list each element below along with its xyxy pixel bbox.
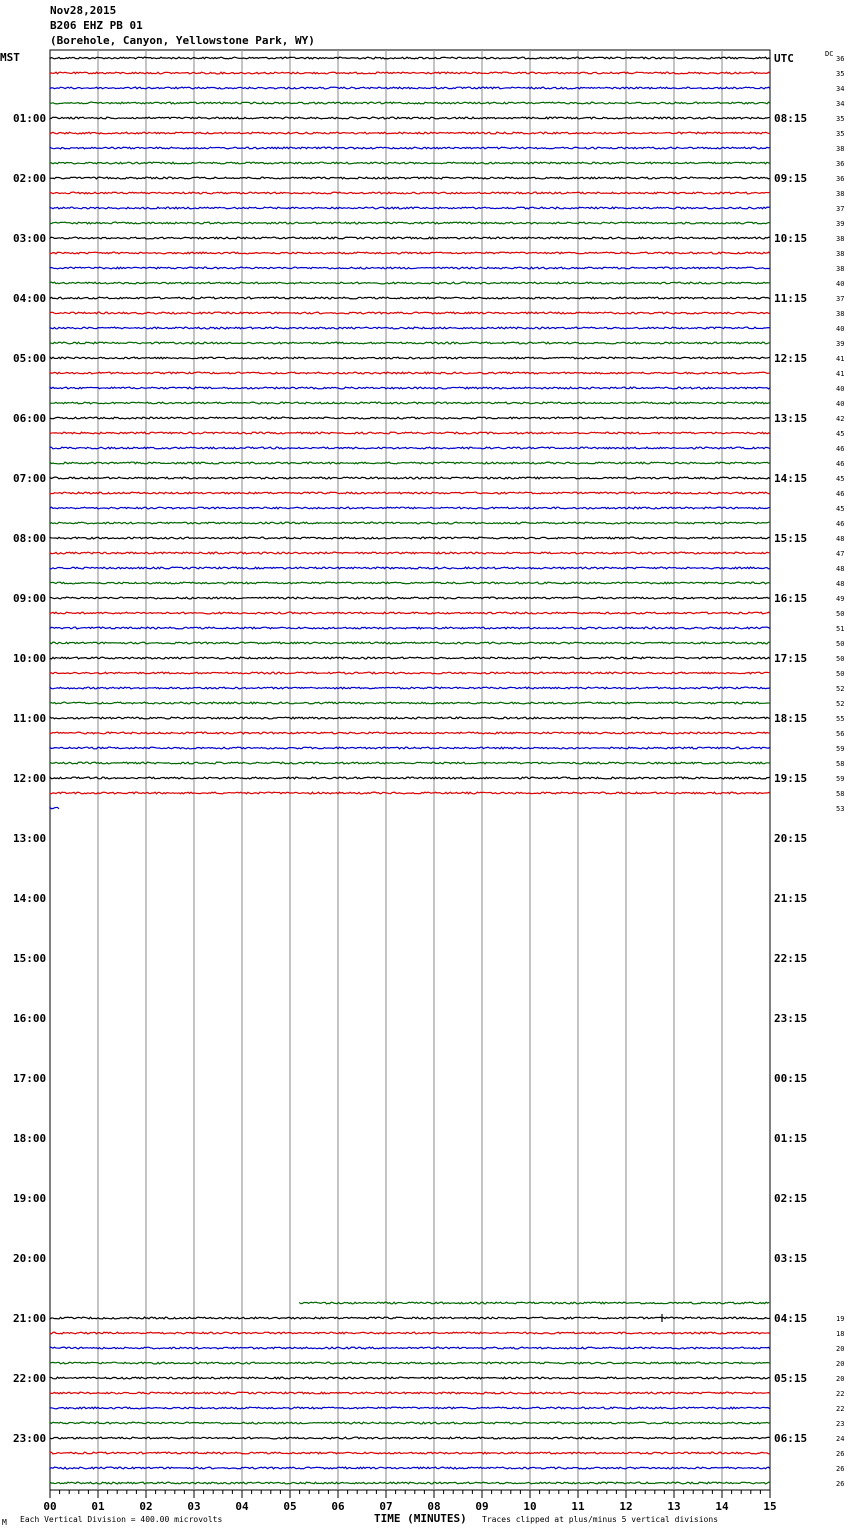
seismic-trace bbox=[50, 582, 770, 584]
x-tick-label: 00 bbox=[43, 1500, 57, 1513]
seismic-trace bbox=[50, 192, 770, 194]
mst-hour-label: 11:00 bbox=[13, 712, 47, 725]
dc-offset-value: 20 bbox=[836, 1360, 845, 1368]
utc-hour-label: 18:15 bbox=[774, 712, 808, 725]
dc-offset-value: 40 bbox=[836, 280, 845, 288]
seismic-trace bbox=[50, 267, 770, 269]
dc-offset-value: 41 bbox=[836, 355, 845, 363]
x-tick-label: 13 bbox=[667, 1500, 681, 1513]
seismic-trace bbox=[50, 522, 770, 524]
dc-offset-value: 26 bbox=[836, 1480, 845, 1488]
dc-offset-value: 34 bbox=[836, 85, 845, 93]
seismic-trace bbox=[50, 1362, 770, 1364]
mst-hour-label: 14:00 bbox=[13, 892, 47, 905]
dc-offset-value: 38 bbox=[836, 190, 845, 198]
seismic-trace bbox=[50, 432, 770, 434]
dc-offset-value: 41 bbox=[836, 370, 845, 378]
seismic-trace bbox=[50, 102, 770, 104]
dc-offset-value: 38 bbox=[836, 310, 845, 318]
dc-offset-value: 50 bbox=[836, 655, 845, 663]
dc-offset-value: 38 bbox=[836, 235, 845, 243]
dc-offset-value: 20 bbox=[836, 1375, 845, 1383]
seismic-trace bbox=[50, 57, 770, 59]
dc-offset-value: 45 bbox=[836, 430, 845, 438]
utc-hour-label: 10:15 bbox=[774, 232, 808, 245]
utc-hour-label: 14:15 bbox=[774, 472, 808, 485]
seismic-trace bbox=[50, 732, 770, 734]
x-tick-label: 15 bbox=[763, 1500, 777, 1513]
mst-hour-label: 03:00 bbox=[13, 232, 47, 245]
x-tick-label: 08 bbox=[427, 1500, 441, 1513]
seismic-trace bbox=[50, 642, 770, 644]
seismic-trace bbox=[50, 1392, 770, 1394]
seismic-trace bbox=[50, 507, 770, 509]
dc-offset-value: 53 bbox=[836, 805, 845, 813]
utc-hour-label: 23:15 bbox=[774, 1012, 808, 1025]
dc-offset-value: 51 bbox=[836, 625, 845, 633]
mst-hour-label: 05:00 bbox=[13, 352, 47, 365]
mst-hour-label: 19:00 bbox=[13, 1192, 47, 1205]
seismic-trace bbox=[50, 777, 770, 779]
mst-hour-label: 13:00 bbox=[13, 832, 47, 845]
label-layer bbox=[0, 50, 844, 1513]
dc-label: DC bbox=[825, 50, 834, 58]
seismic-trace bbox=[50, 1482, 770, 1484]
trace-layer bbox=[50, 57, 770, 1484]
seismic-trace bbox=[50, 237, 770, 239]
dc-offset-value: 49 bbox=[836, 595, 845, 603]
x-tick-label: 09 bbox=[475, 1500, 489, 1513]
seismic-trace bbox=[50, 792, 770, 794]
dc-offset-value: 46 bbox=[836, 490, 845, 498]
clip-note: Traces clipped at plus/minus 5 vertical divisions bbox=[482, 1515, 719, 1524]
seismic-trace bbox=[50, 537, 770, 539]
seismic-trace bbox=[50, 162, 770, 164]
seismic-trace bbox=[50, 312, 770, 314]
x-tick-label: 01 bbox=[91, 1500, 105, 1513]
seismic-trace bbox=[50, 417, 770, 419]
utc-hour-label: 16:15 bbox=[774, 592, 808, 605]
dc-offset-value: 39 bbox=[836, 220, 845, 228]
dc-offset-value: 46 bbox=[836, 520, 845, 528]
utc-hour-label: 20:15 bbox=[774, 832, 808, 845]
x-tick-label: 12 bbox=[619, 1500, 633, 1513]
dc-offset-value: 46 bbox=[836, 460, 845, 468]
x-tick-label: 06 bbox=[331, 1500, 345, 1513]
seismic-trace bbox=[50, 612, 770, 614]
utc-hour-label: 12:15 bbox=[774, 352, 808, 365]
dc-offset-value: 59 bbox=[836, 745, 845, 753]
seismic-trace bbox=[50, 717, 770, 719]
mst-hour-label: 17:00 bbox=[13, 1072, 47, 1085]
mst-hour-label: 06:00 bbox=[13, 412, 47, 425]
dc-offset-value: 24 bbox=[836, 1435, 845, 1443]
dc-offset-value: 36 bbox=[836, 55, 845, 63]
seismic-trace bbox=[50, 447, 770, 449]
seismic-trace bbox=[50, 357, 770, 359]
mst-hour-label: 15:00 bbox=[13, 952, 47, 965]
seismic-trace bbox=[50, 207, 770, 209]
dc-offset-value: 50 bbox=[836, 610, 845, 618]
seismic-trace bbox=[50, 327, 770, 329]
utc-hour-label: 21:15 bbox=[774, 892, 808, 905]
x-tick-label: 07 bbox=[379, 1500, 393, 1513]
seismic-trace bbox=[50, 72, 770, 74]
mst-hour-label: 08:00 bbox=[13, 532, 47, 545]
x-tick-label: 10 bbox=[523, 1500, 537, 1513]
dc-offset-value: 37 bbox=[836, 295, 845, 303]
utc-hour-label: 08:15 bbox=[774, 112, 808, 125]
seismic-trace bbox=[50, 87, 770, 89]
utc-hour-label: 03:15 bbox=[774, 1252, 808, 1265]
dc-offset-value: 42 bbox=[836, 415, 845, 423]
seismic-trace bbox=[50, 672, 770, 674]
seismic-trace bbox=[50, 222, 770, 224]
seismic-trace bbox=[50, 687, 770, 689]
dc-offset-value: 46 bbox=[836, 445, 845, 453]
seismic-trace bbox=[50, 1347, 770, 1349]
mst-hour-label: 23:00 bbox=[13, 1432, 47, 1445]
seismic-trace bbox=[50, 147, 770, 149]
seismic-trace bbox=[50, 117, 770, 119]
dc-offset-value: 22 bbox=[836, 1390, 845, 1398]
dc-offset-value: 45 bbox=[836, 475, 845, 483]
dc-offset-value: 26 bbox=[836, 1465, 845, 1473]
dc-offset-value: 23 bbox=[836, 1420, 845, 1428]
corner-mark: M bbox=[2, 1518, 7, 1527]
mst-hour-label: 01:00 bbox=[13, 112, 47, 125]
dc-offset-value: 55 bbox=[836, 715, 845, 723]
mst-axis-label: MST bbox=[0, 51, 20, 64]
mst-hour-label: 10:00 bbox=[13, 652, 47, 665]
dc-offset-value: 48 bbox=[836, 565, 845, 573]
mst-hour-label: 04:00 bbox=[13, 292, 47, 305]
dc-offset-value: 20 bbox=[836, 1345, 845, 1353]
dc-offset-value: 58 bbox=[836, 760, 845, 768]
x-tick-label: 03 bbox=[187, 1500, 201, 1513]
dc-offset-value: 22 bbox=[836, 1405, 845, 1413]
dc-offset-value: 39 bbox=[836, 340, 845, 348]
dc-offset-value: 38 bbox=[836, 250, 845, 258]
dc-offset-value: 38 bbox=[836, 265, 845, 273]
dc-offset-value: 50 bbox=[836, 640, 845, 648]
utc-hour-label: 02:15 bbox=[774, 1192, 808, 1205]
mst-hour-label: 21:00 bbox=[13, 1312, 47, 1325]
x-tick-label: 02 bbox=[139, 1500, 153, 1513]
mst-hour-label: 22:00 bbox=[13, 1372, 47, 1385]
dc-offset-value: 36 bbox=[836, 160, 845, 168]
seismic-trace bbox=[50, 1437, 770, 1439]
x-axis-title: TIME (MINUTES) bbox=[374, 1512, 467, 1525]
station-location: (Borehole, Canyon, Yellowstone Park, WY) bbox=[50, 34, 315, 47]
dc-offset-value: 35 bbox=[836, 130, 845, 138]
utc-hour-label: 05:15 bbox=[774, 1372, 808, 1385]
dc-offset-value: 48 bbox=[836, 580, 845, 588]
seismic-trace bbox=[50, 747, 770, 749]
seismic-trace bbox=[300, 1302, 769, 1304]
utc-hour-label: 00:15 bbox=[774, 1072, 808, 1085]
dc-offset-value: 52 bbox=[836, 685, 845, 693]
seismic-trace bbox=[50, 657, 770, 659]
dc-offset-value: 18 bbox=[836, 1330, 845, 1338]
scale-note: Each Vertical Division = 400.00 microvolts bbox=[20, 1515, 223, 1524]
seismic-trace bbox=[50, 1407, 770, 1409]
dc-offset-value: 52 bbox=[836, 700, 845, 708]
seismic-trace bbox=[50, 252, 770, 254]
mst-hour-label: 12:00 bbox=[13, 772, 47, 785]
dc-offset-value: 37 bbox=[836, 205, 845, 213]
seismic-trace bbox=[50, 597, 770, 599]
seismic-trace bbox=[50, 567, 770, 569]
seismic-trace bbox=[50, 282, 770, 284]
seismic-trace bbox=[50, 1467, 770, 1469]
utc-hour-label: 19:15 bbox=[774, 772, 808, 785]
dc-offset-value: 35 bbox=[836, 115, 845, 123]
seismic-trace bbox=[50, 1314, 770, 1322]
seismic-trace bbox=[50, 807, 59, 808]
utc-hour-label: 17:15 bbox=[774, 652, 808, 665]
utc-hour-label: 04:15 bbox=[774, 1312, 808, 1325]
x-tick-label: 05 bbox=[283, 1500, 297, 1513]
seismic-trace bbox=[50, 1452, 770, 1454]
dc-offset-value: 47 bbox=[836, 550, 845, 558]
mst-hour-label: 07:00 bbox=[13, 472, 47, 485]
x-tick-label: 04 bbox=[235, 1500, 249, 1513]
dc-offset-value: 36 bbox=[836, 175, 845, 183]
utc-hour-label: 13:15 bbox=[774, 412, 808, 425]
seismic-trace bbox=[50, 297, 770, 299]
x-tick-label: 14 bbox=[715, 1500, 729, 1513]
seismic-trace bbox=[50, 492, 770, 494]
dc-offset-value: 35 bbox=[836, 70, 845, 78]
seismic-trace bbox=[50, 702, 770, 704]
seismic-trace bbox=[50, 177, 770, 179]
seismic-trace bbox=[50, 372, 770, 374]
seismic-trace bbox=[50, 402, 770, 404]
x-tick-label: 11 bbox=[571, 1500, 585, 1513]
station-code: B206 EHZ PB 01 bbox=[50, 19, 143, 32]
utc-hour-label: 06:15 bbox=[774, 1432, 808, 1445]
seismic-trace bbox=[50, 1377, 770, 1379]
dc-offset-value: 19 bbox=[836, 1315, 845, 1323]
dc-offset-value: 56 bbox=[836, 730, 845, 738]
utc-hour-label: 11:15 bbox=[774, 292, 808, 305]
dc-offset-value: 45 bbox=[836, 505, 845, 513]
seismic-trace bbox=[50, 1422, 770, 1424]
plot-frame bbox=[50, 50, 770, 1490]
mst-hour-label: 16:00 bbox=[13, 1012, 47, 1025]
dc-offset-value: 50 bbox=[836, 670, 845, 678]
utc-hour-label: 09:15 bbox=[774, 172, 808, 185]
dc-offset-value: 40 bbox=[836, 385, 845, 393]
utc-hour-label: 15:15 bbox=[774, 532, 808, 545]
seismic-trace bbox=[50, 1332, 770, 1334]
dc-offset-value: 38 bbox=[836, 145, 845, 153]
plot-date: Nov28,2015 bbox=[50, 4, 117, 17]
seismic-trace bbox=[50, 552, 770, 554]
mst-hour-label: 02:00 bbox=[13, 172, 47, 185]
utc-hour-label: UTC bbox=[774, 52, 794, 65]
seismic-trace bbox=[50, 477, 770, 479]
seismic-trace bbox=[50, 132, 770, 134]
seismic-trace bbox=[50, 627, 770, 629]
mst-hour-label: 09:00 bbox=[13, 592, 47, 605]
mst-hour-label: 20:00 bbox=[13, 1252, 47, 1265]
dc-offset-value: 59 bbox=[836, 775, 845, 783]
utc-hour-label: 01:15 bbox=[774, 1132, 808, 1145]
seismic-trace bbox=[50, 342, 770, 344]
dc-offset-value: 26 bbox=[836, 1450, 845, 1458]
dc-offset-value: 58 bbox=[836, 790, 845, 798]
dc-offset-value: 48 bbox=[836, 535, 845, 543]
seismic-trace bbox=[50, 462, 770, 464]
mst-hour-label: 18:00 bbox=[13, 1132, 47, 1145]
utc-hour-label: 22:15 bbox=[774, 952, 808, 965]
seismic-trace bbox=[50, 762, 770, 764]
dc-offset-value: 40 bbox=[836, 400, 845, 408]
seismic-trace bbox=[50, 387, 770, 389]
dc-offset-value: 40 bbox=[836, 325, 845, 333]
dc-offset-value: 34 bbox=[836, 100, 845, 108]
